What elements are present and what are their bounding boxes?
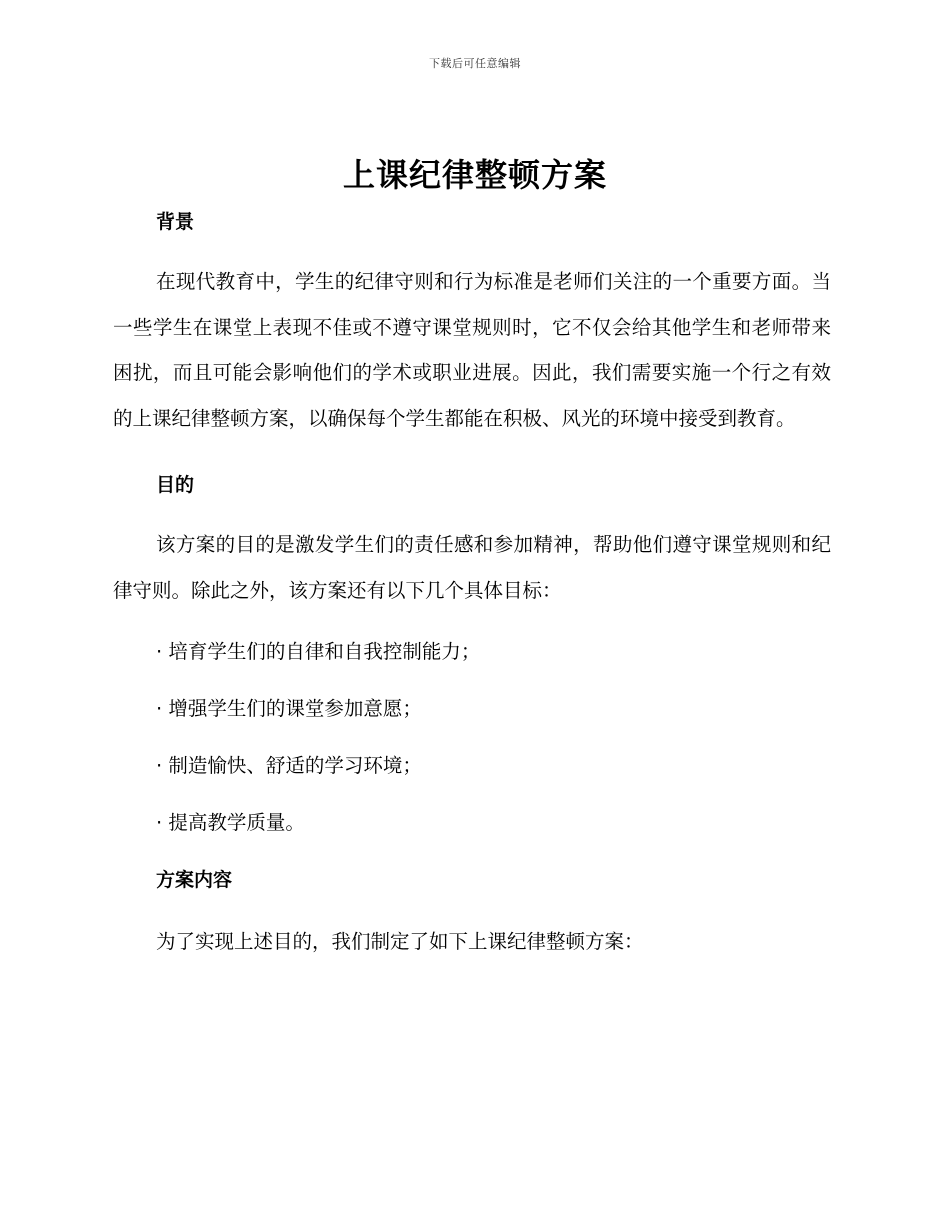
list-item: · 制造愉快、舒适的学习环境；	[156, 754, 422, 777]
paragraph-background: 在现代教育中，学生的纪律守则和行为标准是老师们关注的一个重要方面。当一些学生在课堂上表现不佳或不遵守课堂规则时，它不仅会给其他学生和老师带来困扰，而且可能会影响他们的学术或职业进展。因此，我们需要实施一个行之有效的上课纪律整顿方案，以确保每个学生都能在积极、风光的环境中接受到教育。	[113, 270, 831, 430]
paragraph-plan: 为了实现上述目的，我们制定了如下上课纪律整顿方案：	[156, 930, 644, 953]
list-item: · 提高教学质量。	[156, 811, 305, 834]
paragraph-purpose: 该方案的目的是激发学生们的责任感和参加精神，帮助他们遵守课堂规则和纪律守则。除此之外，该方案还有以下几个具体目标：	[113, 533, 831, 602]
list-item: · 增强学生们的课堂参加意愿；	[156, 697, 422, 720]
header-note: 下载后可任意编辑	[429, 57, 521, 70]
document-title: 上课纪律整顿方案	[342, 156, 607, 194]
list-item: · 培育学生们的自律和自我控制能力；	[156, 640, 481, 663]
section-heading-background: 背景	[156, 211, 195, 233]
section-purpose	[113, 467, 831, 841]
section-heading-purpose: 目的	[156, 474, 195, 496]
section-background	[113, 204, 831, 441]
section-plan	[113, 862, 831, 965]
document-body	[113, 204, 831, 965]
section-heading-plan: 方案内容	[156, 869, 233, 891]
